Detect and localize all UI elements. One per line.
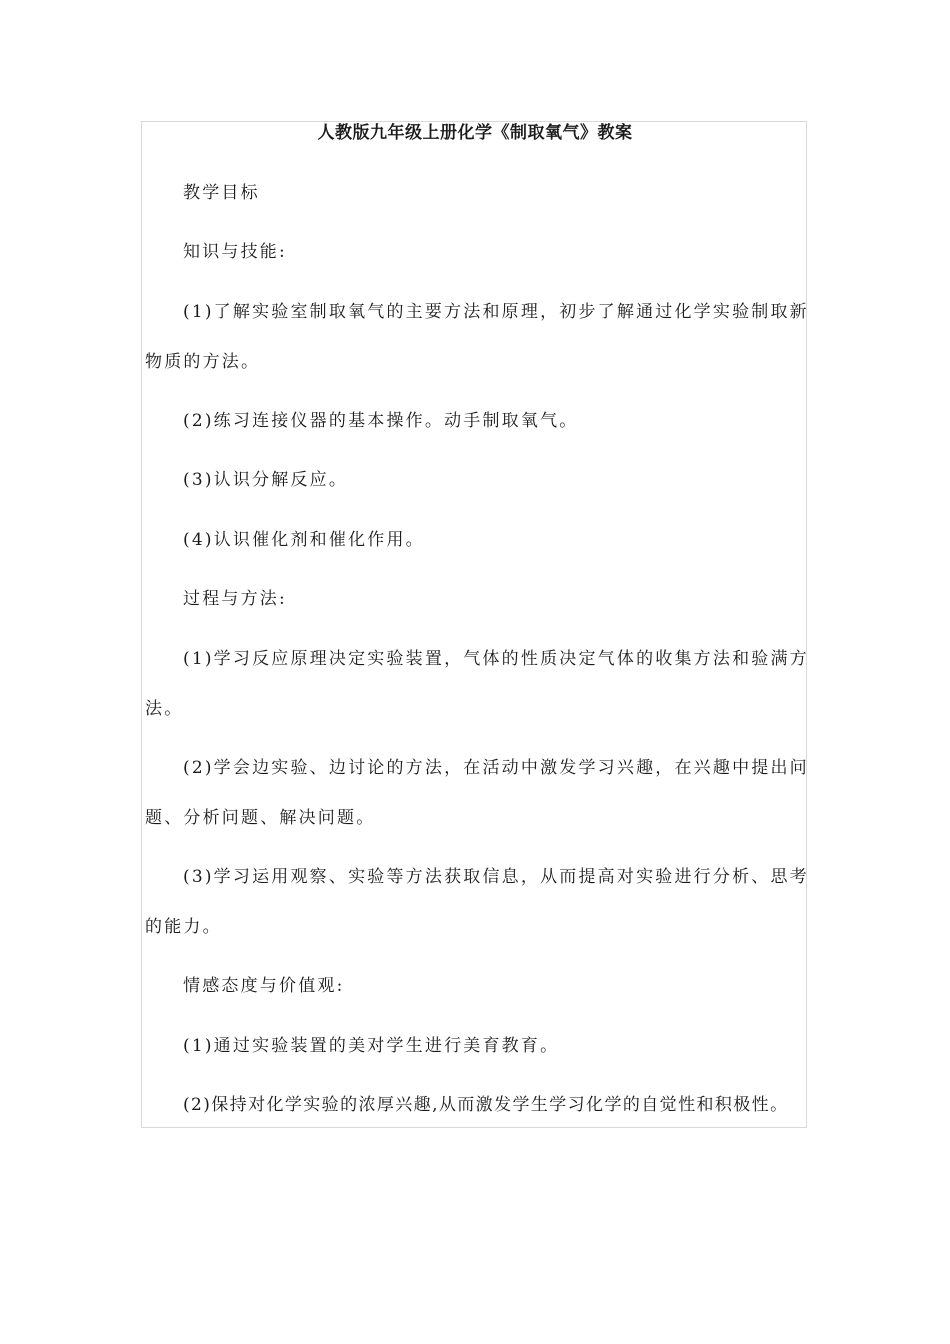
process-item-1-line-2: 法。 — [145, 699, 184, 719]
emotion-heading: 情感态度与价值观: — [183, 976, 345, 996]
process-item-3-line-1: (3)学习运用观察、实验等方法获取信息，从而提高对实验进行分析、思考 — [183, 867, 809, 887]
process-item-2-line-1: (2)学会边实验、边讨论的方法，在活动中激发学习兴趣，在兴趣中提出问 — [183, 758, 809, 778]
process-item-1-line-1: (1)学习反应原理决定实验装置，气体的性质决定气体的收集方法和验满方 — [183, 649, 809, 669]
knowledge-heading: 知识与技能: — [183, 242, 287, 262]
knowledge-item-1-line-1: (1)了解实验室制取氧气的主要方法和原理，初步了解通过化学实验制取新 — [183, 302, 809, 322]
knowledge-item-2: (2)练习连接仪器的基本操作。动手制取氧气。 — [183, 411, 579, 431]
knowledge-item-4: (4)认识催化剂和催化作用。 — [183, 530, 425, 550]
goals-heading: 教学目标 — [183, 183, 260, 203]
process-heading: 过程与方法: — [183, 589, 287, 609]
knowledge-item-3: (3)认识分解反应。 — [183, 470, 349, 490]
process-item-3-line-2: 的能力。 — [145, 917, 222, 937]
process-item-2-line-2: 题、分析问题、解决问题。 — [145, 808, 376, 828]
knowledge-item-1-line-2: 物质的方法。 — [145, 352, 261, 372]
emotion-item-1: (1)通过实验装置的美对学生进行美育教育。 — [183, 1036, 560, 1056]
emotion-item-2: (2)保持对化学实验的浓厚兴趣,从而激发学生学习化学的自觉性和积极性。 — [183, 1095, 789, 1115]
document-title: 人教版九年级上册化学《制取氧气》教案 — [317, 123, 633, 143]
